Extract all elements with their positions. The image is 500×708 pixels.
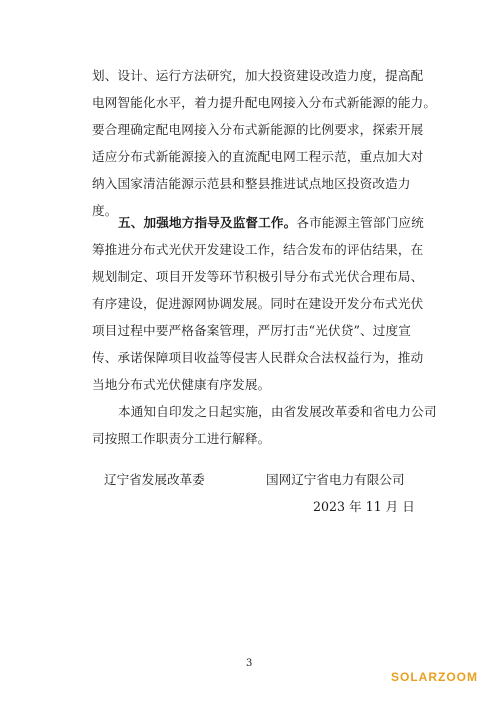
signature-left: 辽宁省发展改革委 [104, 472, 205, 487]
text-line: 适应分布式新能源接入的直流配电网工程示范，重点加大对 [92, 149, 424, 164]
text-line: 项目过程中要严格备案管理，严厉打击“光伏贷”、过度宣 [92, 323, 412, 338]
text-line: 纳入国家清洁能源示范县和整县推进试点地区投资改造力 [92, 176, 411, 191]
signature-right: 国网辽宁省电力有限公司 [266, 472, 405, 487]
closing-line: 司按照工作职责分工进行解释。 [92, 431, 271, 446]
text-line: 划、设计、运行方法研究，加大投资建设改造力度，提高配 [92, 68, 424, 83]
text-line: 规划制定、项目开发等环节积极引导分布式光伏合理布局、 [92, 269, 424, 284]
section-5-heading: 五、加强地方指导及监督工作。 [118, 215, 297, 230]
section-5-first-line-text: 各市能源主管部门应统 [296, 215, 424, 230]
text-line: 电网智能化水平，着力提升配电网接入分布式新能源的能力。 [92, 95, 437, 110]
watermark-logo: SOLARZOOM [391, 670, 478, 684]
text-line: 有序建设，促进源网协调发展。同时在建设开发分布式光伏 [92, 296, 424, 311]
closing-line: 本通知自印发之日起实施，由省发展改革委和省电力公司 [118, 404, 437, 419]
text-line: 筹推进分布式光伏开发建设工作，结合发布的评估结果，在 [92, 242, 424, 257]
signature-date: 2023 年 11 月 日 [313, 499, 415, 514]
text-line: 传、承诺保障项目收益等侵害人民群众合法权益行为，推动 [92, 350, 424, 365]
page-number: 3 [246, 658, 253, 669]
text-line: 度。 [92, 203, 118, 218]
section-5-first-line [118, 209, 500, 236]
text-line: 要合理确定配电网接入分布式新能源的比例要求，探索开展 [92, 122, 424, 137]
text-line: 当地分布式光伏健康有序发展。 [92, 377, 271, 392]
